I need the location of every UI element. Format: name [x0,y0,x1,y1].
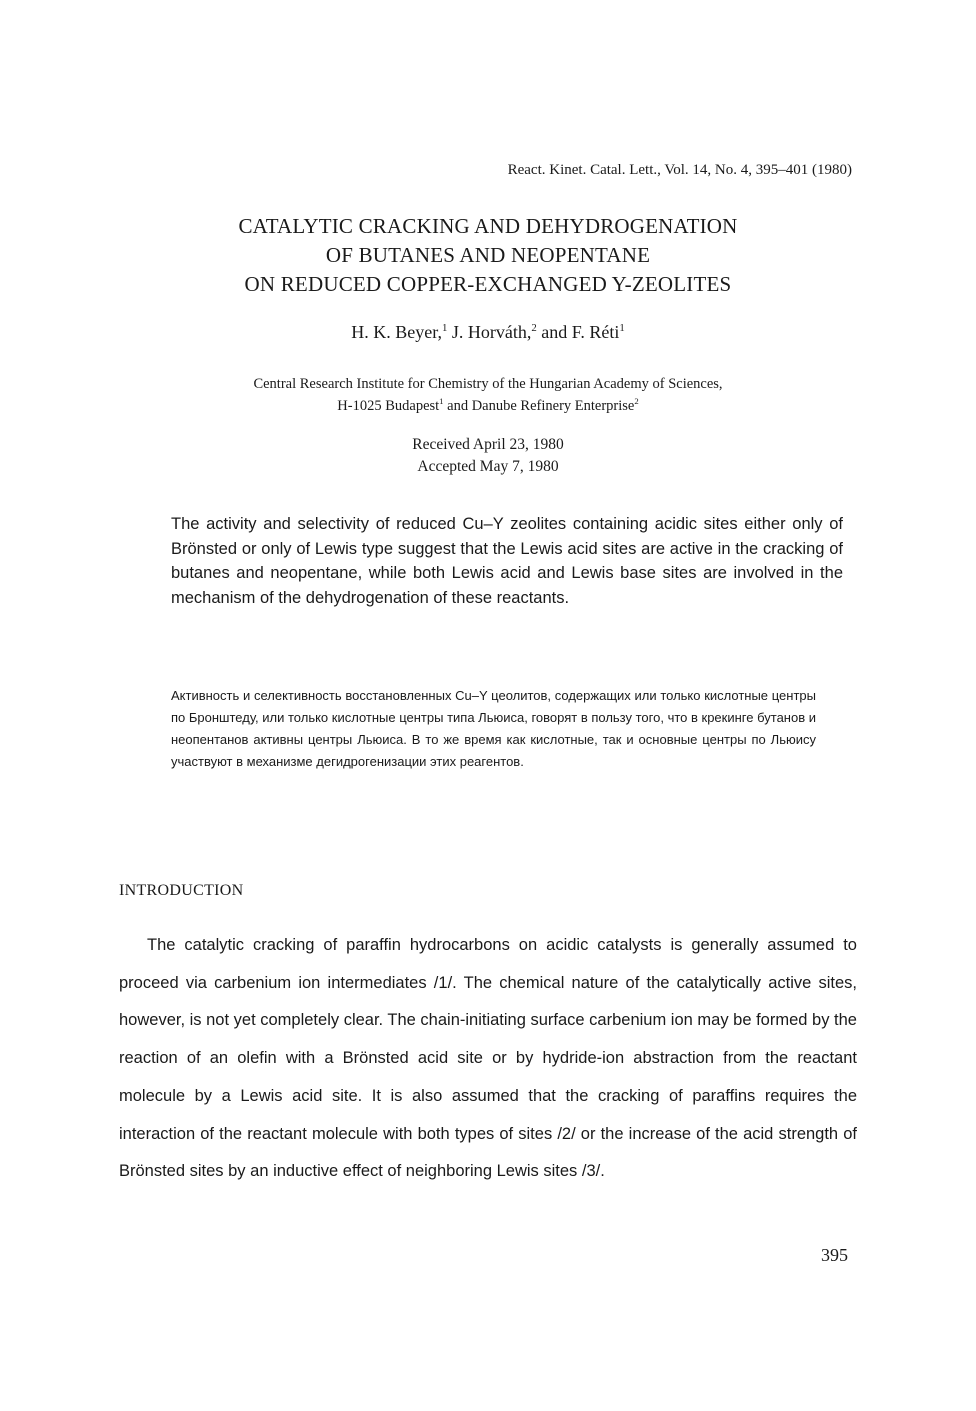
author-list [0,322,976,343]
title-line-2: OF BUTANES AND NEOPENTANE [325,243,651,267]
accepted-date: Accepted May 7, 1980 [417,458,559,475]
page-number: 395 [821,1245,848,1265]
received-date: Received April 23, 1980 [412,436,564,453]
introduction-body [119,927,857,1191]
author-name: H. K. Beyer, [351,322,442,342]
affiliation-enterprise: and Danube Refinery Enterprise [443,398,635,414]
section-heading: INTRODUCTION [119,882,244,899]
paper-title [0,212,976,299]
journal-reference: React. Kinet. Catal. Lett., Vol. 14, No. 4, 395–401 (1980) [507,162,852,178]
affiliation-mark: 2 [634,396,639,407]
affiliation-line-2 [0,395,976,417]
author-affiliation-mark: 1 [441,322,448,334]
author-affiliation-mark: 1 [619,322,625,334]
abstract-russian: Активность и селективность восстановленных Cu–Y цеолитов, содержащих или только кислотные центры по Бронштеду, или только кислотные центры типа Льюиса, говорят в пользу того, что в крекинге бутанов и неопентанов активны центры Льюиса. В то же время как кислотные, так и основные центры по Льюису участвуют в механизме дегидрогенизации этих реагентов. [171,688,816,769]
author-name: J. Horváth, [451,322,532,342]
affiliation [0,373,976,417]
submission-dates [0,434,976,478]
introduction-paragraph: The catalytic cracking of paraffin hydrocarbons on acidic catalysts is generally assumed to proceed via carbenium ion intermediates /1/. The chemical nature of the catalytically active sites, however, is not yet completely clear. The chain-initiating surface carbenium ion may be formed by the reaction of an olefin with a Brönsted acid site or by hydride-ion abstraction from the reactant molecule by a Lewis acid site. It is also assumed that the cracking of paraffins requires the interaction of the reactant molecule with both types of sites /2/ or the increase of the acid strength of Brönsted sites by an inductive effect of neighboring Lewis sites /3/. [119,936,857,1181]
author-name: and F. Réti [541,322,620,342]
abstract-english: The activity and selectivity of reduced Cu–Y zeolites containing acidic sites either only of Brönsted or only of Lewis type suggest that the Lewis acid sites are active in the cracking of butanes and neopentane, while both Lewis acid and Lewis base sites are involved in the mechanism of the dehydrogenation of these reactants. [171,515,843,607]
title-line-1: CATALYTIC CRACKING AND DEHYDROGENATION [238,214,738,238]
affiliation-city: H-1025 Budapest [337,398,440,414]
affiliation-mark: 1 [439,396,444,407]
author-affiliation-mark: 2 [531,322,537,334]
title-line-3: ON REDUCED COPPER-EXCHANGED Y-ZEOLITES [244,272,732,296]
affiliation-line-1: Central Research Institute for Chemistry of the Hungarian Academy of Sciences, [253,376,723,392]
